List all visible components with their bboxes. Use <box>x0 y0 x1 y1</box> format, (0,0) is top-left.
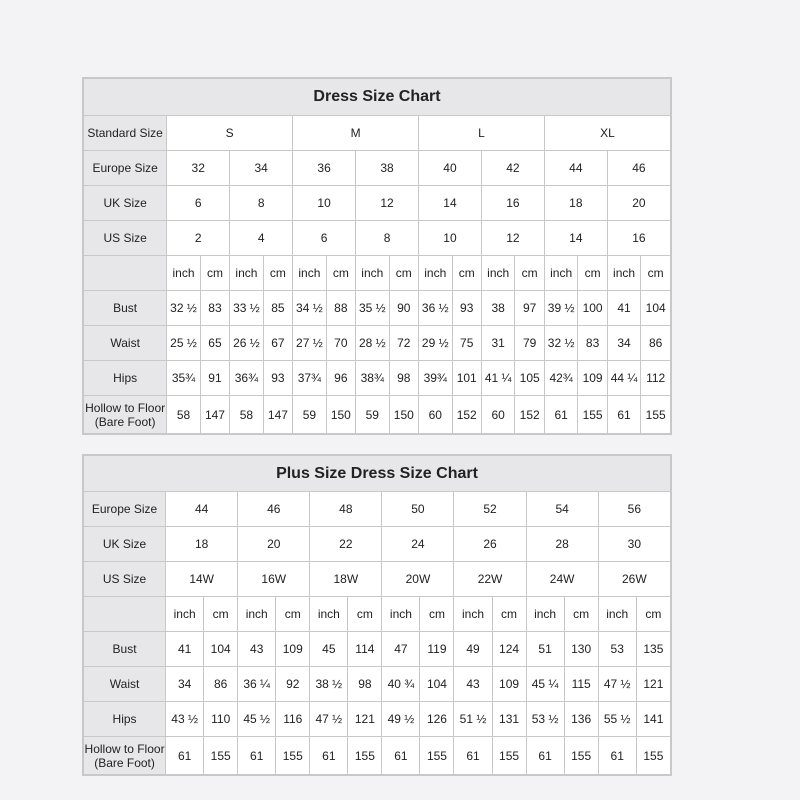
unit-cm-cell: cm <box>564 597 598 632</box>
measurement-cell: 114 <box>348 632 382 667</box>
measurement-row <box>84 737 671 775</box>
label-line-2: (Bare Foot) <box>94 755 155 770</box>
measurement-cell: 60 <box>481 396 515 434</box>
unit-inch-cell: inch <box>166 597 204 632</box>
plus-size-dress-size-chart <box>82 454 672 776</box>
measurement-cell: 43 ½ <box>166 702 204 737</box>
size-cell: 10 <box>293 186 356 221</box>
measurement-cell: 34 <box>166 667 204 702</box>
measurement-cell: 29 ½ <box>419 326 453 361</box>
measurement-cell: 41 <box>607 291 641 326</box>
measurement-cell: 83 <box>200 291 229 326</box>
measurement-cell: 98 <box>348 667 382 702</box>
measurement-cell: 38 <box>481 291 515 326</box>
measurement-cell: 93 <box>263 361 292 396</box>
size-cell: 8 <box>356 221 419 256</box>
unit-inch-cell: inch <box>526 597 564 632</box>
measurement-cell: 147 <box>263 396 292 434</box>
size-cell: 34 <box>230 151 293 186</box>
measurement-cell: 65 <box>200 326 229 361</box>
measurement-cell: 155 <box>204 737 238 775</box>
unit-cm-cell: cm <box>515 256 544 291</box>
measurement-row <box>84 632 671 667</box>
measurement-cell: 55 ½ <box>598 702 636 737</box>
measurement-cell: 37¾ <box>293 361 327 396</box>
unit-inch-cell: inch <box>310 597 348 632</box>
blank-cell <box>84 597 166 632</box>
measurement-cell: 60 <box>419 396 453 434</box>
unit-cm-cell: cm <box>326 256 355 291</box>
measurement-cell: 45 ½ <box>238 702 276 737</box>
row-label: Bust <box>84 632 166 667</box>
measurement-cell: 67 <box>263 326 292 361</box>
size-row <box>84 492 671 527</box>
size-row <box>84 221 671 256</box>
label-line-1: Hollow to Floor <box>85 400 166 415</box>
measurement-cell: 88 <box>326 291 355 326</box>
measurement-cell: 39¾ <box>419 361 453 396</box>
measurement-cell: 31 <box>481 326 515 361</box>
measurement-cell: 61 <box>166 737 204 775</box>
unit-cm-cell: cm <box>389 256 418 291</box>
standard-size-cell: XL <box>544 116 670 151</box>
measurement-cell: 47 ½ <box>310 702 348 737</box>
size-cell: 38 <box>356 151 419 186</box>
measurement-cell: 98 <box>389 361 418 396</box>
size-cell: 6 <box>293 221 356 256</box>
measurement-cell: 105 <box>515 361 544 396</box>
standard-size-row <box>84 116 671 151</box>
measurement-cell: 121 <box>636 667 670 702</box>
unit-inch-cell: inch <box>167 256 201 291</box>
size-cell: 44 <box>166 492 238 527</box>
unit-inch-cell: inch <box>607 256 641 291</box>
unit-inch-cell: inch <box>293 256 327 291</box>
measurement-cell: 136 <box>564 702 598 737</box>
measurement-cell: 43 <box>454 667 492 702</box>
measurement-cell: 35 ½ <box>356 291 390 326</box>
measurement-cell: 58 <box>230 396 264 434</box>
measurement-cell: 93 <box>452 291 481 326</box>
measurement-cell: 79 <box>515 326 544 361</box>
unit-inch-cell: inch <box>356 256 390 291</box>
measurement-cell: 104 <box>420 667 454 702</box>
unit-inch-cell: inch <box>230 256 264 291</box>
measurement-cell: 39 ½ <box>544 291 578 326</box>
measurement-cell: 49 ½ <box>382 702 420 737</box>
measurement-cell: 33 ½ <box>230 291 264 326</box>
size-row <box>84 186 671 221</box>
unit-inch-cell: inch <box>454 597 492 632</box>
measurement-cell: 49 <box>454 632 492 667</box>
size-cell: 6 <box>167 186 230 221</box>
size-cell: 14W <box>166 562 238 597</box>
unit-cm-cell: cm <box>452 256 481 291</box>
measurement-cell: 28 ½ <box>356 326 390 361</box>
size-cell: 18W <box>310 562 382 597</box>
size-row <box>84 527 671 562</box>
size-row <box>84 562 671 597</box>
measurement-cell: 97 <box>515 291 544 326</box>
title-row <box>84 456 671 492</box>
label-line-2: (Bare Foot) <box>94 414 156 429</box>
row-label: Waist <box>84 326 167 361</box>
measurement-cell: 121 <box>348 702 382 737</box>
measurement-cell: 61 <box>382 737 420 775</box>
size-cell: 46 <box>238 492 310 527</box>
unit-cm-cell: cm <box>420 597 454 632</box>
unit-inch-cell: inch <box>382 597 420 632</box>
unit-inch-cell: inch <box>544 256 578 291</box>
measurement-cell: 35¾ <box>167 361 201 396</box>
measurement-cell: 150 <box>326 396 355 434</box>
size-cell: 26W <box>598 562 670 597</box>
measurement-cell: 34 ½ <box>293 291 327 326</box>
size-cell: 36 <box>293 151 356 186</box>
size-cell: 44 <box>544 151 607 186</box>
unit-cm-cell: cm <box>578 256 607 291</box>
row-label: Waist <box>84 667 166 702</box>
unit-row <box>84 256 671 291</box>
measurement-cell: 115 <box>564 667 598 702</box>
measurement-cell: 61 <box>598 737 636 775</box>
measurement-cell: 109 <box>492 667 526 702</box>
size-cell: 8 <box>230 186 293 221</box>
unit-cm-cell: cm <box>200 256 229 291</box>
measurement-cell: 72 <box>389 326 418 361</box>
measurement-cell: 61 <box>238 737 276 775</box>
measurement-cell: 147 <box>200 396 229 434</box>
unit-inch-cell: inch <box>238 597 276 632</box>
measurement-cell: 104 <box>641 291 671 326</box>
measurement-cell: 61 <box>526 737 564 775</box>
measurement-cell: 91 <box>200 361 229 396</box>
measurement-cell: 100 <box>578 291 607 326</box>
measurement-cell: 150 <box>389 396 418 434</box>
unit-cm-cell: cm <box>641 256 671 291</box>
measurement-cell: 27 ½ <box>293 326 327 361</box>
measurement-cell: 85 <box>263 291 292 326</box>
measurement-row <box>84 361 671 396</box>
size-cell: 24 <box>382 527 454 562</box>
measurement-row <box>84 291 671 326</box>
size-cell: 20 <box>238 527 310 562</box>
standard-size-cell: L <box>419 116 545 151</box>
measurement-cell: 104 <box>204 632 238 667</box>
row-label: Europe Size <box>84 492 166 527</box>
standard-size-cell: S <box>167 116 293 151</box>
measurement-cell: 38¾ <box>356 361 390 396</box>
size-cell: 14 <box>544 221 607 256</box>
size-cell: 20W <box>382 562 454 597</box>
dress-size-table <box>83 78 671 434</box>
size-cell: 52 <box>454 492 526 527</box>
measurement-cell: 109 <box>276 632 310 667</box>
row-label: Bust <box>84 291 167 326</box>
measurement-cell: 116 <box>276 702 310 737</box>
row-label <box>84 396 167 434</box>
measurement-cell: 41 <box>166 632 204 667</box>
size-cell: 46 <box>607 151 670 186</box>
measurement-cell: 155 <box>420 737 454 775</box>
size-cell: 22W <box>454 562 526 597</box>
size-cell: 48 <box>310 492 382 527</box>
size-cell: 54 <box>526 492 598 527</box>
measurement-cell: 83 <box>578 326 607 361</box>
unit-inch-cell: inch <box>598 597 636 632</box>
measurement-cell: 70 <box>326 326 355 361</box>
measurement-cell: 112 <box>641 361 671 396</box>
unit-cm-cell: cm <box>276 597 310 632</box>
unit-cm-cell: cm <box>492 597 526 632</box>
unit-inch-cell: inch <box>419 256 453 291</box>
measurement-cell: 26 ½ <box>230 326 264 361</box>
unit-cm-cell: cm <box>348 597 382 632</box>
measurement-cell: 45 ¼ <box>526 667 564 702</box>
measurement-row <box>84 667 671 702</box>
measurement-cell: 152 <box>515 396 544 434</box>
measurement-cell: 75 <box>452 326 481 361</box>
measurement-cell: 135 <box>636 632 670 667</box>
blank-cell <box>84 256 167 291</box>
measurement-cell: 41 ¼ <box>481 361 515 396</box>
size-cell: 20 <box>607 186 670 221</box>
size-cell: 10 <box>419 221 482 256</box>
row-label: US Size <box>84 562 166 597</box>
measurement-cell: 155 <box>636 737 670 775</box>
measurement-cell: 61 <box>607 396 641 434</box>
row-label: Standard Size <box>84 116 167 151</box>
row-label <box>84 737 166 775</box>
row-label: Hips <box>84 702 166 737</box>
measurement-cell: 86 <box>641 326 671 361</box>
measurement-cell: 155 <box>578 396 607 434</box>
unit-inch-cell: inch <box>481 256 515 291</box>
measurement-cell: 32 ½ <box>544 326 578 361</box>
measurement-cell: 141 <box>636 702 670 737</box>
size-cell: 16W <box>238 562 310 597</box>
title-row <box>84 79 671 116</box>
measurement-cell: 101 <box>452 361 481 396</box>
unit-row <box>84 597 671 632</box>
size-cell: 12 <box>481 221 544 256</box>
size-cell: 40 <box>419 151 482 186</box>
size-cell: 30 <box>598 527 670 562</box>
measurement-row <box>84 702 671 737</box>
size-cell: 12 <box>356 186 419 221</box>
measurement-cell: 36 ¼ <box>238 667 276 702</box>
measurement-cell: 47 <box>382 632 420 667</box>
measurement-cell: 44 ¼ <box>607 361 641 396</box>
measurement-row <box>84 326 671 361</box>
size-row <box>84 151 671 186</box>
size-cell: 50 <box>382 492 454 527</box>
row-label: US Size <box>84 221 167 256</box>
measurement-cell: 110 <box>204 702 238 737</box>
measurement-cell: 86 <box>204 667 238 702</box>
measurement-cell: 53 ½ <box>526 702 564 737</box>
row-label: UK Size <box>84 527 166 562</box>
measurement-cell: 155 <box>564 737 598 775</box>
chart-title: Plus Size Dress Size Chart <box>84 456 671 492</box>
size-cell: 42 <box>481 151 544 186</box>
label-line-1: Hollow to Floor <box>84 741 165 756</box>
measurement-cell: 36 ½ <box>419 291 453 326</box>
measurement-cell: 51 <box>526 632 564 667</box>
size-cell: 22 <box>310 527 382 562</box>
measurement-cell: 124 <box>492 632 526 667</box>
measurement-cell: 61 <box>544 396 578 434</box>
measurement-cell: 155 <box>348 737 382 775</box>
measurement-cell: 109 <box>578 361 607 396</box>
measurement-cell: 38 ½ <box>310 667 348 702</box>
measurement-cell: 32 ½ <box>167 291 201 326</box>
measurement-cell: 42¾ <box>544 361 578 396</box>
row-label: UK Size <box>84 186 167 221</box>
row-label: Hips <box>84 361 167 396</box>
measurement-cell: 47 ½ <box>598 667 636 702</box>
measurement-cell: 155 <box>641 396 671 434</box>
measurement-cell: 152 <box>452 396 481 434</box>
size-cell: 14 <box>419 186 482 221</box>
unit-cm-cell: cm <box>204 597 238 632</box>
size-cell: 18 <box>544 186 607 221</box>
measurement-cell: 130 <box>564 632 598 667</box>
measurement-cell: 61 <box>310 737 348 775</box>
measurement-cell: 51 ½ <box>454 702 492 737</box>
plus-size-table <box>83 455 671 775</box>
chart-title: Dress Size Chart <box>84 79 671 116</box>
measurement-cell: 155 <box>276 737 310 775</box>
measurement-cell: 45 <box>310 632 348 667</box>
measurement-cell: 53 <box>598 632 636 667</box>
measurement-cell: 131 <box>492 702 526 737</box>
measurement-cell: 36¾ <box>230 361 264 396</box>
measurement-cell: 90 <box>389 291 418 326</box>
size-cell: 56 <box>598 492 670 527</box>
measurement-cell: 43 <box>238 632 276 667</box>
measurement-cell: 59 <box>293 396 327 434</box>
standard-size-cell: M <box>293 116 419 151</box>
measurement-cell: 119 <box>420 632 454 667</box>
size-cell: 4 <box>230 221 293 256</box>
unit-cm-cell: cm <box>636 597 670 632</box>
size-cell: 24W <box>526 562 598 597</box>
unit-cm-cell: cm <box>263 256 292 291</box>
measurement-cell: 126 <box>420 702 454 737</box>
measurement-cell: 34 <box>607 326 641 361</box>
measurement-cell: 61 <box>454 737 492 775</box>
measurement-cell: 40 ¾ <box>382 667 420 702</box>
size-cell: 2 <box>167 221 230 256</box>
measurement-cell: 92 <box>276 667 310 702</box>
measurement-cell: 59 <box>356 396 390 434</box>
measurement-cell: 25 ½ <box>167 326 201 361</box>
size-cell: 18 <box>166 527 238 562</box>
measurement-cell: 58 <box>167 396 201 434</box>
measurement-row <box>84 396 671 434</box>
size-cell: 16 <box>607 221 670 256</box>
size-cell: 32 <box>167 151 230 186</box>
size-cell: 28 <box>526 527 598 562</box>
row-label: Europe Size <box>84 151 167 186</box>
measurement-cell: 155 <box>492 737 526 775</box>
size-cell: 26 <box>454 527 526 562</box>
size-cell: 16 <box>481 186 544 221</box>
dress-size-chart <box>82 77 672 435</box>
measurement-cell: 96 <box>326 361 355 396</box>
